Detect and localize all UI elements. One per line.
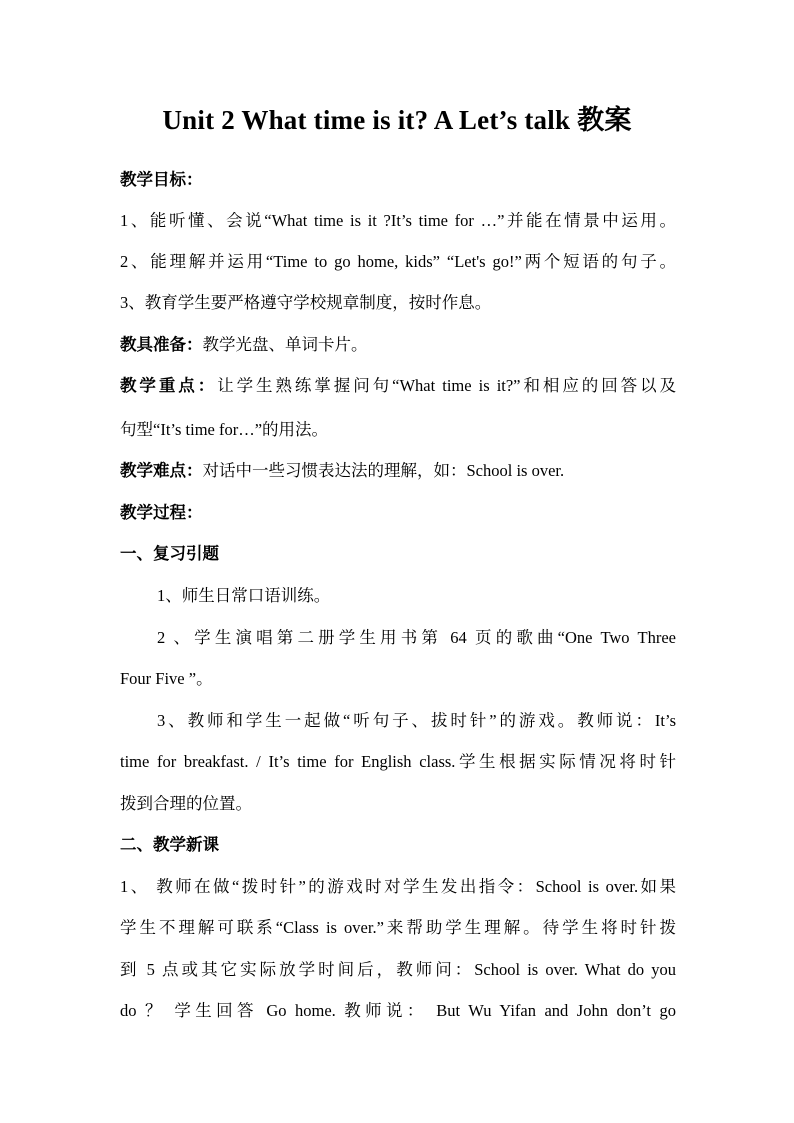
- section-1-heading: 一、复习引题: [120, 544, 219, 563]
- difficulty-paragraph: [120, 459, 676, 483]
- section-1-paragraph-2-line-1: 2 、学生演唱第二册学生用书第 64 页的歌曲“One Two Three: [157, 628, 676, 647]
- prep-paragraph: [120, 333, 676, 357]
- prep-text: 教学光盘、单词卡片。: [202, 335, 368, 354]
- goal-item-2: 2、能理解并运用“Time to go home, kids” “Let's go!”两个短语的句子。: [120, 252, 676, 271]
- section-1-paragraph-3-line-2: time for breakfast. / It’s time for English class.学生根据实际情况将时针: [120, 752, 676, 771]
- goal-item-1: 1、能听懂、会说“What time is it ?It’s time for …”并能在情景中运用。: [120, 211, 676, 230]
- prep-label: 教具准备：: [120, 335, 203, 354]
- goal-item-3: 3、教育学生要严格遵守学校规章制度，按时作息。: [120, 293, 492, 312]
- process-heading: 教学过程：: [120, 503, 203, 522]
- section-2-paragraph-1-line-3: 到 5 点或其它实际放学时间后，教师问：School is over. What do you: [120, 960, 676, 979]
- document-title: Unit 2 What time is it? A Let’s talk 教案: [162, 105, 632, 135]
- key-point-label: 教学重点：: [120, 376, 218, 395]
- section-2-paragraph-1-line-4: do ？ 学生回答 Go home. 教师说： But Wu Yifan and John don’t go: [120, 1001, 676, 1020]
- difficulty-label: 教学难点：: [120, 461, 203, 480]
- section-1-paragraph-2-line-2: Four Five ”。: [120, 669, 213, 688]
- key-point-paragraph: [120, 374, 676, 398]
- goals-heading: 教学目标：: [120, 170, 203, 189]
- key-point-line-1: 让学生熟练掌握问句“What time is it?”和相应的回答以及: [217, 376, 677, 395]
- section-1-paragraph-3-line-1: 3、教师和学生一起做“听句子、拔时针”的游戏。教师说：It’s: [157, 711, 676, 730]
- section-1-paragraph-1: 1、师生日常口语训练。: [157, 586, 331, 605]
- section-2-heading: 二、教学新课: [120, 835, 219, 854]
- section-1-paragraph-3-line-3: 拨到合理的位置。: [120, 794, 252, 813]
- section-2-paragraph-1-line-1: 1、 教师在做“拨时针”的游戏时对学生发出指令：School is over.如果: [120, 877, 676, 896]
- key-point-line-2: 句型“It’s time for…”的用法。: [120, 420, 329, 439]
- difficulty-text: 对话中一些习惯表达法的理解，如：School is over.: [202, 461, 565, 480]
- section-2-paragraph-1-line-2: 学生不理解可联系“Class is over.”来帮助学生理解。待学生将时针拨: [120, 918, 676, 937]
